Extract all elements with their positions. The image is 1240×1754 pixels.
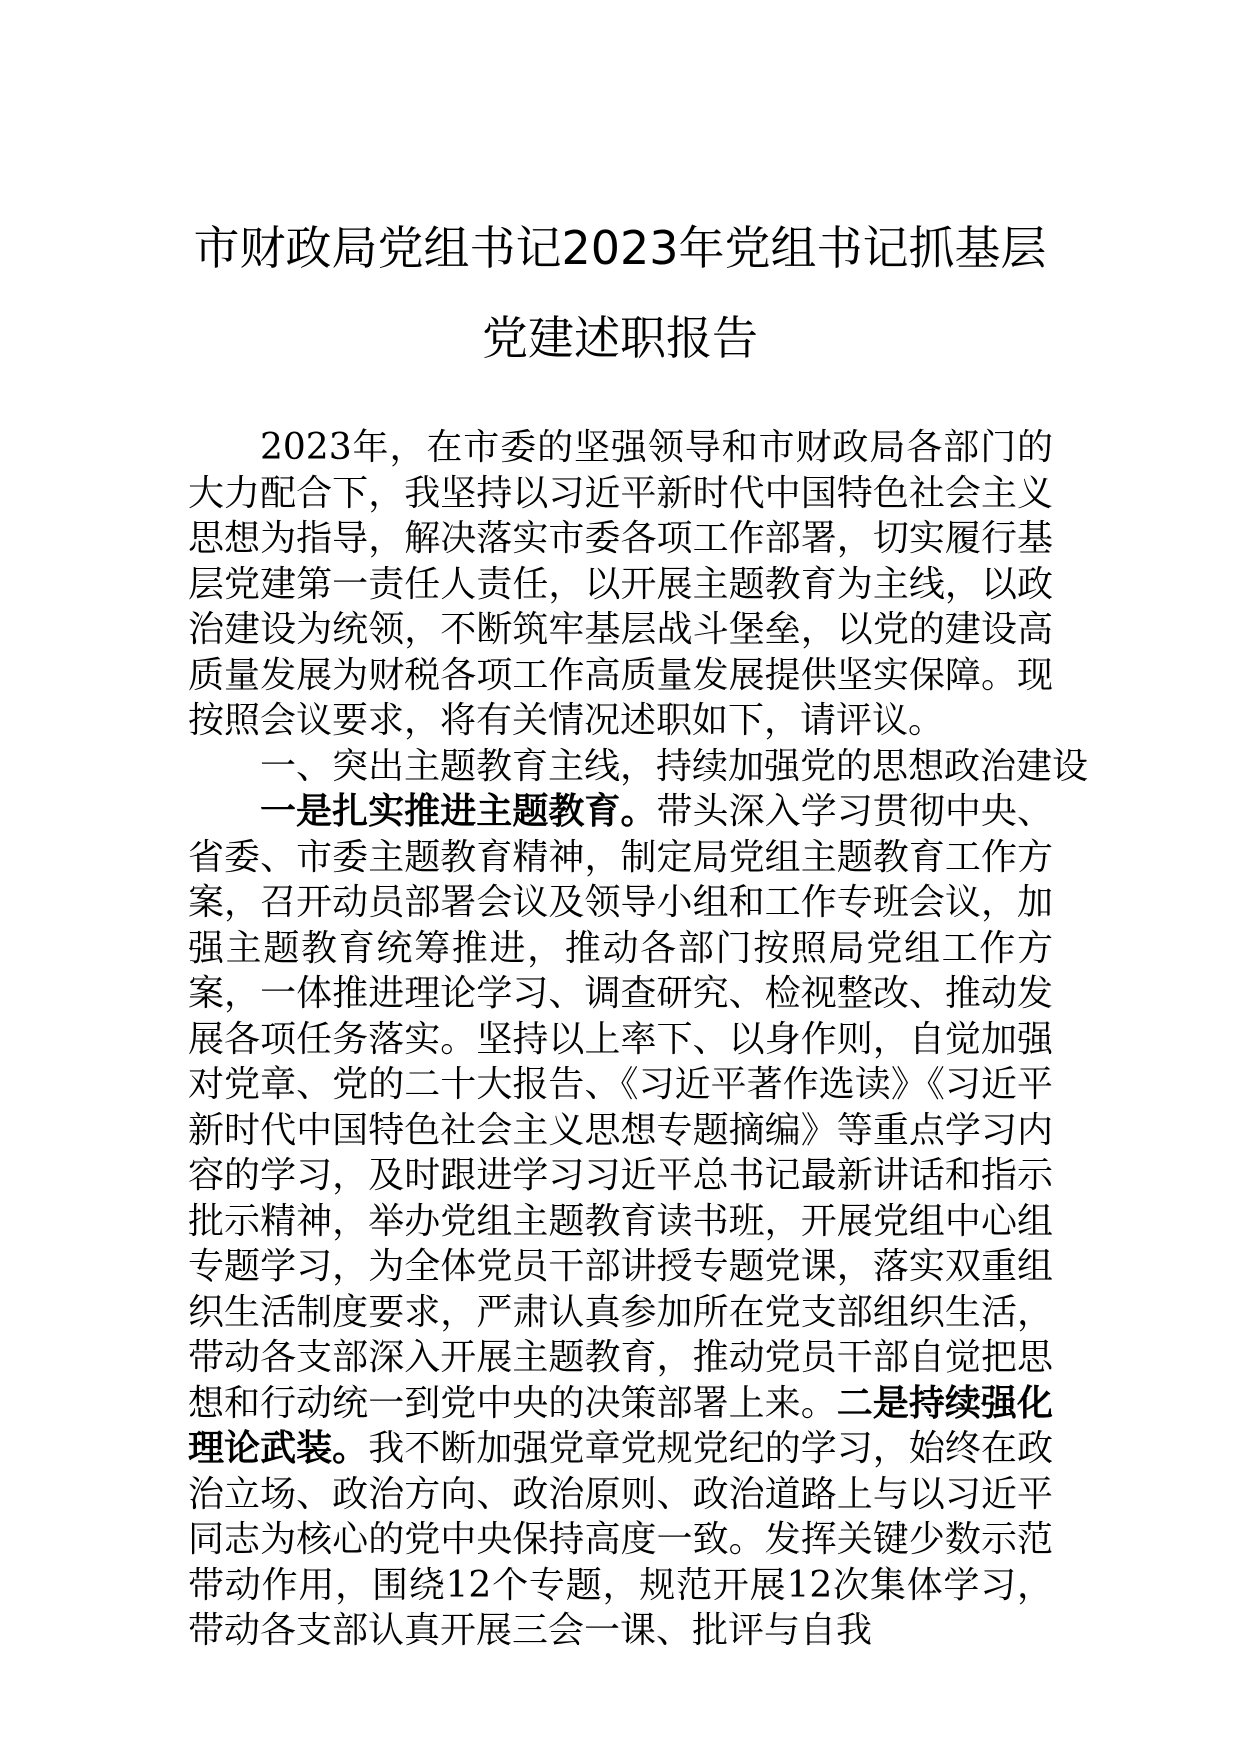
intro-paragraph: 2023年，在市委的坚强领导和市财政局各部门的大力配合下，我坚持以习近平新时代中国特色社会主义思想为指导，解决落实市委各项工作部署，切实履行基层党建第一责任人责任，以开展主题教育为主线，以政治建设为统领，不断筑牢基层战斗堡垒，以党的建设高质量发展为财税各项工作高质量发展提供坚实保障。现按照会议要求，将有关情况述职如下，请评议。 <box>188 427 1053 741</box>
point2-text: 我不断加强党章党规党纪的学习，始终在政治立场、政治方向、政治原则、政治道路上与以习近平同志为核心的党中央保持高度一致。发挥关键少数示范带动作用，围绕12个专题，规范开展12次集体学习，带动各支部认真开展三会一课、批评与自我 <box>188 1428 1053 1651</box>
section-heading-1: 一、突出主题教育主线，持续加强党的思想政治建设 <box>260 745 1089 787</box>
section1-paragraph <box>188 789 1053 1654</box>
point2-title: 二是持续强化理论武装。 <box>188 1382 1053 1469</box>
document-title-line-2: 党建述职报告 <box>482 311 758 365</box>
point1-text: 带头深入学习贯彻中央、省委、市委主题教育精神，制定局党组主题教育工作方案，召开动员部署会议及领导小组和工作专班会议，加强主题教育统筹推进，推动各部门按照局党组工作方案，一体推进理论学习、调查研究、检视整改、推动发展各项任务落实。坚持以上率下、以身作则，自觉加强对党章、党的二十大报告、《习近平著作选读》《习近平新时代中国特色社会主义思想专题摘编》等重点学习内容的学习，及时跟进学习习近平总书记最新讲话和指示批示精神，举办党组主题教育读书班，开展党组中心组专题学习，为全体党员干部讲授专题党课，落实双重组织生活制度要求，严肃认真参加所在党支部组织生活，带动各支部深入开展主题教育，推动党员干部自觉把思想和行动统一到党中央的决策部署上来。 <box>188 791 1053 1424</box>
document-body <box>188 425 1089 1654</box>
point1-title: 一是扎实推进主题教育。 <box>260 791 657 832</box>
document-title-line-1: 市财政局党组书记2023年党组书记抓基层 <box>193 221 1047 275</box>
